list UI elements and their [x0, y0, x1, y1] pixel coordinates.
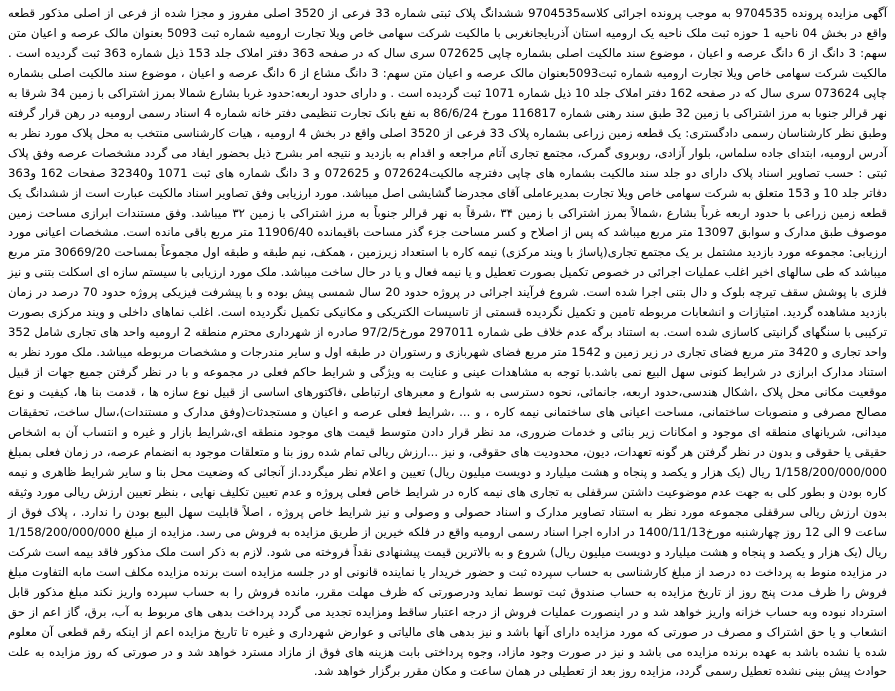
- auction-notice-body: آگهی مزایده پرونده 9704535 به موجب پرونده اجرائی کلاسه9704535 ششدانگ پلاک ثبتی شماره 33 فرعی از 3520 اصلی مفروز و مجزا شده از فرعی از اصلی مذکور قطعه واقع در بخش 04 ناحیه 1 حوزه ثبت ملک ناحیه یک ارومیه استان آذربایجانغربی با مالکیت شرکت سهامی خاص ویلا تجارت ارومیه شماره ثبت 5093 بعنوان مالک عرصه و اعیان متن سهم: 3 دانگ از 6 دانگ عرصه و اعیان ، موضوع سند مالکیت اصلی بشماره چاپی 072625 سری سال که در صفحه 363 دفتر املاک جلد 153 ذیل شماره 363 ثبت گردیده است . مالکیت شرکت سهامی خاص ویلا تجارت ارومیه شماره ثبت5093بعنوان مالک عرصه و اعیان متن سهم: 3 دانگ مشاع از 6 دانگ عرصه و اعیان ، موضوع سند مالکیت اصلی بشماره چاپی 073624 سری سال که در صفحه 162 دفتر املاک جلد 10 ذیل شماره 1071 ثبت گردیده است . و دارای حدود اربعه:حدود غربا بشارع شمالا بمرز اشتراکی با زمین 34 شرقا به نهر قرالر جنوبا به مرز اشتراکی با زمین 32 طبق سند رهنی شماره 116817 مورخ 86/6/24 به نفع بانک تجارت تنظیمی دفتر خانه شماره 4 اسناد رسمی ارومیه در رهن قرار گرفته وطبق نظر کارشناسان رسمی دادگستری: یک قطعه زمین زراعی بشماره پلاک 33 فرعی از 3520 اصلی واقع در بخش 4 ارومیه ، هیات کارشناسی منتخب به محل پلاک مورد نظر به آدرس ارومیه، ابتدای جاده سلماس، بلوار آزادی، روبروی گمرک، مجتمع تجاری آتام مراجعه و اقدام به بازدید و نتیجه امر بشرح ذیل بحضور ایفاد می گردد مشخصات عرصه وفق پلاک ثبتی : حسب تصاویر اسناد پلاک دارای دو جلد سند مالکیت بشماره های چاپی دفترچه مالکیت072624 و 072625 و 3 دانگ شماره های ثبت 1071 و32340 صفحات 162 و363 دفاتر جلد 10 و 153 متعلق به شرکت سهامی خاص ویلا تجارت بمدیرعاملی آقای مجدرضا گشایشی اصل میباشد. مورد ارزیابی وفق تصاویر اسناد مالکیت عبارت است از ششدانگ یک قطعه زمین زراعی با حدود اربعه غرباً بشارع ،شمالاً بمرز اشتراکی با زمین ۳۴ ،شرقاً به نهر قرالر جنوباً به مرز اشتراکی با زمین ۳۲ میباشد. وفق مستندات ابرازی مساحت زمین موصوف طبق مدارک و سوابق 13097 متر مربع میباشد که پس از اصلاح و کسر مساحت جزء گذر مساحت باقیمانده 11906/40 متر مربع باقی مانده است. مشخصات اعیانی مورد ارزیابی: مجموعه مورد بازدید مشتمل بر یک مجتمع تجاری(پاساژ با ویند مرکزی) نیمه کاره با استعداد زیرزمین ، همکف، نیم طبقه و طبقه اول مجموعاً بمساحت 30669/20 متر مربع میباشد که طی سالهای اخیر اغلب عملیات اجرائی در خصوص تکمیل بصورت تعطیل و یا نیمه فعال و یا در حال ساخت میباشد. ملک مورد ارزیابی با سیستم سازه ای اسکلت بتنی و نیز فلزی با پوشش سقف تیرچه بلوک و دال بتنی اجرا شده است. شروع فرآیند اجرائی در پروژه حدود 20 سال شمسی پیش بوده و با پیشرفت فیزیکی پروژه حدود 70 درصد در زمان بازدید مشاهده گردید. امتیازات و انشعابات مربوطه تامین و تکمیل نگردیده قسمتی از تاسیسات الکتریکی و مکانیکی تکمیل نگردیده است. اغلب نماهای داخلی و ویند مرکزی بصورت ترکیبی با سنگهای گرانیتی کاسازی شده است. به استناد برگه عدم خلاف طی شماره 297011 مورخ97/2/5 صادره از شهرداری محترم منطقه 2 ارومیه واحد های تجاری شامل 352 واحد تجاری و 3420 متر مربع فضای تجاری در زیر زمین و 1542 متر مربع فضای شهربازی و رستوران در طبقه اول و سایر مندرجات و مشخصات مربوطه میباشد. ملک مورد نظر به استناد مدارک ابرازی در شرایط کنونی سهل البیع نمی باشد.با توجه به مشاهدات عینی و عنایت به ویژگی و شرایط حاکم فعلی در مجموعه و با در نظر گرفتن جمیع جهات از قبیل موقعیت مکانی محل پلاک ،اشکال هندسی،حدود اربعه، جانمائی، نحوه دسترسی به شوارع و معبرهای ارتباطی ،فاکتورهای اساسی از قبیل نوع سازه ها ، قدمت بنا ها، کیفیت و نوع مصالح مصرفی و منصوبات ساختمانی، مساحت اعیانی های ساختمانی نیمه کاره ، و ... ،شرایط فعلی عرصه و اعیان و مستجدثات(وفق مدارک و مستندات)،سال ساخت، تحقیقات میدانی، شریانهای منطقه ای موجود و امکانات زیر بنائی و خدمات ضروری، مد نظر قرار دادن متوسط قیمت های موجود منطقه ای،شرایط بازار و غیره و انتساب آن به اشخاص حقیقی یا حقوقی و بدون در نظر گرفتن هر گونه تعهدات، دیون، محدودیت های حقوقی، و نیز ...ارزش ریالی تمام شده روز بنا و متعلقات موجود به انضمام عرصه، در زمان فعلی بمبلغ 1/158/200/000/000 ریال (یک هزار و یکصد و پنجاه و هشت میلیارد و دویست میلیون ریال) تعیین و اعلام نظر میگردد.از آنجائی که وضعیت محل بنا و سایر شرایط ظاهری و نیمه کاره بودن و بطور کلی به جهت عدم موضوعیت داشتن سرقفلی به تجاری های نیمه کاره در شرایط خاص فعلی پروژه و عدم تعیین تکلیف نهایی ، بنظر تعیین ارزش ریالی مورد وثیقه بدون ارزش ریالی سرقفلی مجموعه مورد نظر به استناد تصاویر مدارک و اسناد حصولی و وصولی و نیز شرایط خاص پروژه ، اصلاً قابلیت سهل البیع بودن را ندارد. ، پلاک فوق از ساعت 9 الی 12 روز چهارشنبه مورخ1400/11/13 در اداره اجرا اسناد رسمی ارومیه واقع در فلکه خیرین از طریق مزایده به فروش می رسد. مزایده از مبلغ 1/158/200/000/000 ریال (یک هزار و یکصد و پنجاه و هشت میلیارد و دویست میلیون ریال) شروع و به بالاترین قیمت پیشنهادی نقداً فروخته می شود. لازم به ذکر است ملک مذکور فاقد بیمه است شرکت در مزایده منوط به پرداخت ده درصد از مبلغ کارشناسی به حساب سپرده ثبت و حضور خریدار یا نماینده قانونی او در جلسه مزایده است برنده مزایده مکلف است مابه التفاوت مبلغ فروش را ظرف مدت پنج روز از تاریخ مزایده به حساب صندوق ثبت توسط نماید ودرصورتی که ظرف مهلت مقرر، مانده فروش را به حساب سپرده واریز نکند مبلغ مذکور قابل استرداد نبوده وبه حساب خزانه واریز خواهد شد و در اینصورت عملیات فروش از درجه اعتبار ساقط ومزایده تجدید می گردد پرداخت بدهی های مربوط به آب، برق، گاز اعم از حق انشعاب و یا حق اشتراک و مصرف در صورتی که مورد مزایده دارای آنها باشد و نیز بدهی های مالیاتی و عوارض شهرداری و غیره تا تاریخ مزایده اعم از اینکه رقم قطعی آن معلوم شده یا نشده باشد به عهده برنده مزایده می باشد و نیز در صورت وجود مازاد، وجوه پرداختی بابت هزینه های فوق از مازاد مسترد خواهد شد و در صورتی که روز مزایده به علت حوادث پیش بینی نشده تعطیل رسمی گردد، مزایده روز بعد از تعطیلی در همان ساعت و مکان مقرر برگزار خواهد شد.: [8, 6, 888, 679]
